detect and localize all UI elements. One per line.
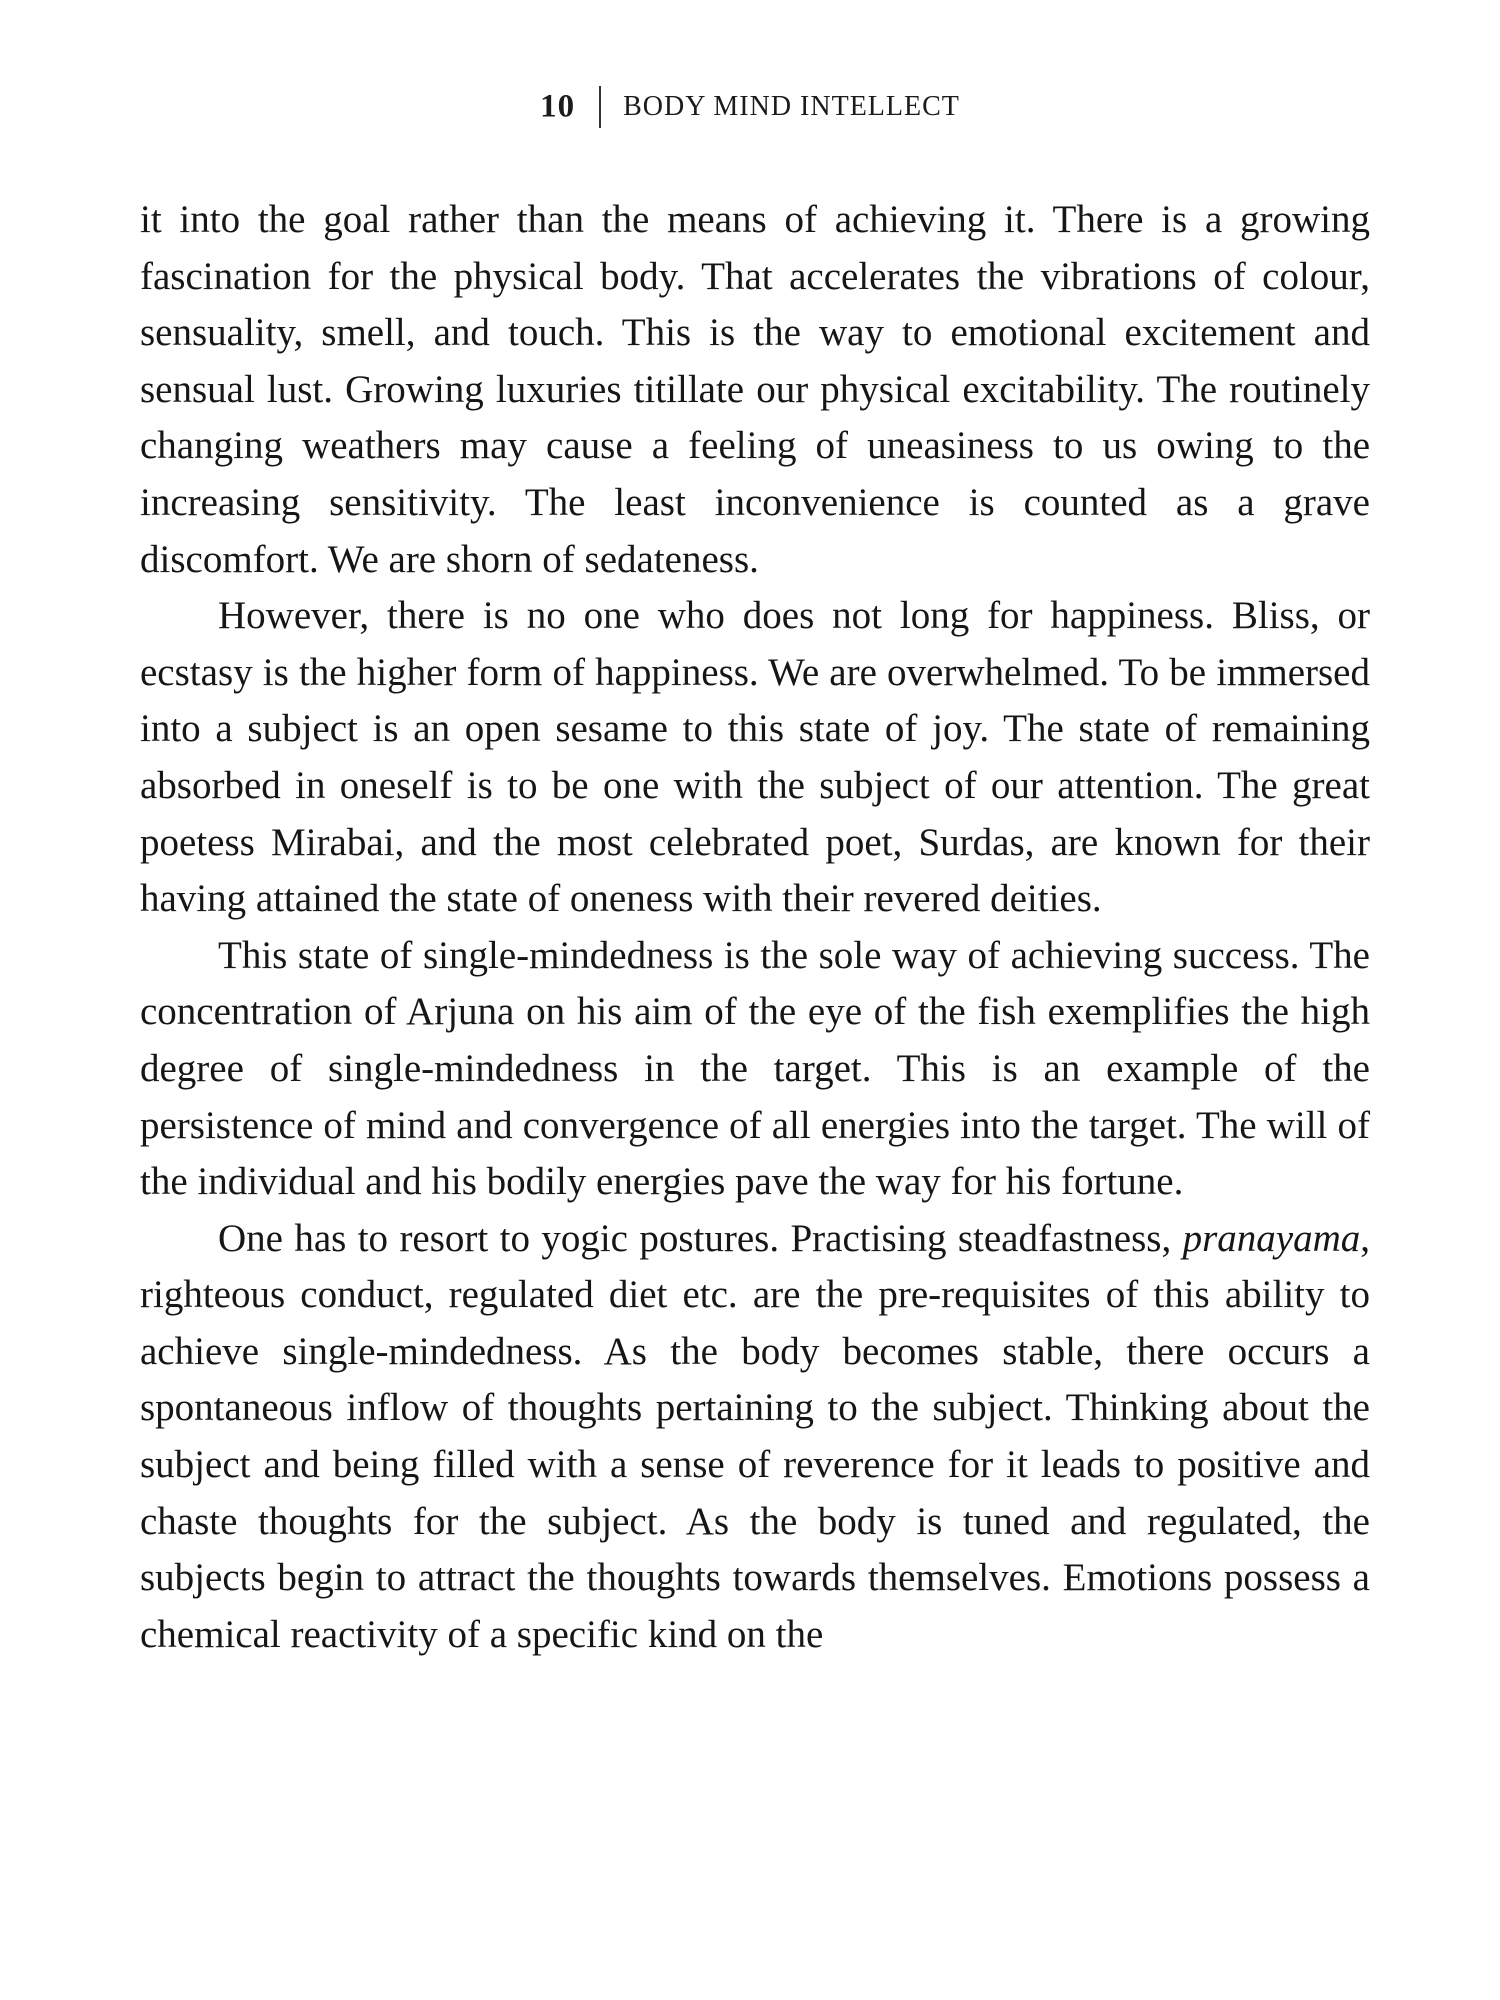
paragraph-3: This state of single-mindedness is the sole way of achieving success. The concentration of Arjuna on his aim of the eye of the fish exemplifies the high degree of single-mindedness in the target. This is an example of the persistence of mind and convergence of all energies into the target. The will of the individual and his bodily energies pave the way for his fortune.	[140, 933, 1370, 1204]
paragraph-4	[140, 1211, 1370, 1664]
paragraph-1: it into the goal rather than the means of achieving it. There is a growing fascination for the physical body. That accelerates the vibrations of colour, sensuality, smell, and touch. This is the way to emotional excitement and sensual lust. Growing luxuries titillate our physical excitability. The routinely changing weathers may cause a feeling of uneasiness to us owing to the increasing sensitivity. The least inconvenience is counted as a grave discomfort. We are shorn of sedateness.	[140, 198, 1370, 581]
pranayama-term: pranayama	[1182, 1216, 1361, 1260]
page-number: 10	[540, 88, 576, 125]
paragraph-4-lead: One has to resort to yogic postures. Practising steadfastness,	[218, 1216, 1183, 1260]
running-header	[0, 86, 1500, 128]
paragraph-2: However, there is no one who does not long for happiness. Bliss, or ecstasy is the higher form of happiness. We are overwhelmed. To be immersed into a subject is an open sesame to this state of joy. The state of remaining absorbed in oneself is to be one with the subject of our attention. The great poetess Mirabai, and the most celebrated poet, Surdas, are known for their having attained the state of oneness with their revered deities.	[140, 594, 1370, 921]
paragraph-4-rest: , righteous conduct, regulated diet etc. are the pre-requisites of this ability to achieve single-mindedness. As the body becomes stable, there occurs a spontaneous inflow of thoughts pertaining to the subject. Thinking about the subject and being filled with a sense of reverence for it leads to positive and chaste thoughts for the subject. As the body is tuned and regulated, the subjects begin to attract the thoughts towards themselves. Emotions possess a chemical reactivity of a specific kind on the	[140, 1216, 1370, 1656]
book-title: BODY MIND INTELLECT	[623, 91, 960, 122]
header-divider	[599, 86, 601, 128]
body-text	[140, 192, 1370, 1663]
